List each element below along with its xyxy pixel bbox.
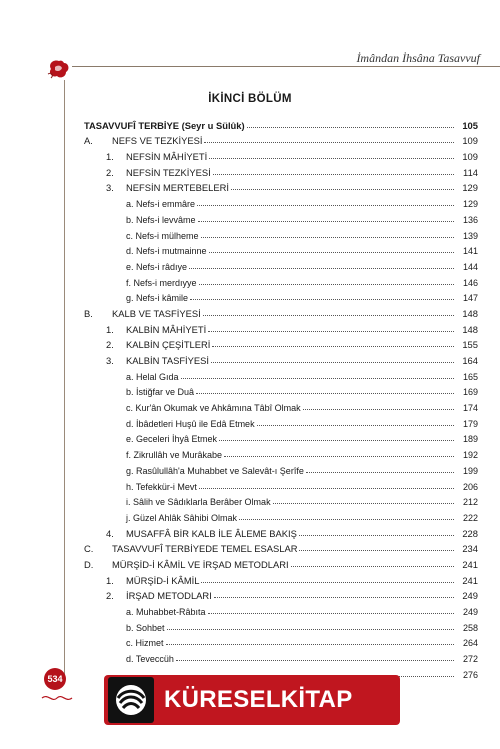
- toc-entry-page: 179: [462, 418, 478, 429]
- toc-leader-dots: [197, 205, 454, 206]
- toc-entry: [84, 256, 478, 272]
- toc-leader-dots: [196, 393, 454, 394]
- toc-entry-label: f. Nefs-i merdıyye: [126, 277, 197, 288]
- floral-ornament-icon: [46, 58, 72, 80]
- toc-leader-dots: [209, 252, 454, 253]
- toc-leader-dots: [189, 268, 454, 269]
- toc-leader-dots: [208, 613, 454, 614]
- toc-entry-page: 109: [462, 151, 478, 163]
- toc-entry-number: 3.: [106, 355, 114, 366]
- toc-entry-page: 147: [462, 293, 478, 304]
- toc-entry-page: 155: [462, 339, 478, 351]
- toc-leader-dots: [190, 299, 454, 300]
- toc-leader-dots: [299, 535, 454, 536]
- toc-leader-dots: [209, 158, 454, 159]
- toc-entry-label: e. Nefs-i râdıye: [126, 261, 188, 272]
- toc-entry-page: 129: [462, 199, 478, 210]
- toc-entry-label: NEFSİN MÂHİYETİ: [126, 151, 208, 163]
- toc-entry-number: 1.: [106, 323, 114, 335]
- toc-entry: [84, 507, 478, 523]
- toc-entry-label: KALBİN ÇEŞİTLERİ: [126, 339, 211, 351]
- toc-entry-label: h. Tefekkür-i Mevt: [126, 481, 197, 492]
- toc-entry: [84, 460, 478, 476]
- toc-entry-label: MÜRŞİD-İ KÂMİL: [126, 574, 200, 586]
- section-title: İKİNCİ BÖLÜM: [208, 93, 292, 105]
- toc-leader-dots: [199, 488, 454, 489]
- toc-entry: [84, 617, 478, 633]
- toc-entry-page: 264: [462, 638, 478, 649]
- toc-entry-page: 212: [462, 497, 478, 508]
- toc-entry-page: 129: [462, 182, 478, 194]
- toc-entry-number: D.: [84, 558, 94, 570]
- toc-entry-number: 1.: [106, 151, 114, 163]
- toc-entry-page: 258: [462, 622, 478, 633]
- toc-entry-label: a. Helal Gıda: [126, 371, 179, 382]
- toc-entry-label: g. Rasûlullâh'a Muhabbet ve Salevât-ı Şerîfe: [126, 465, 304, 476]
- toc-leader-dots: [231, 189, 454, 190]
- toc-entry-label: j. Güzel Ahlâk Sâhibi Olmak: [126, 512, 238, 523]
- toc-entry: [84, 162, 478, 178]
- toc-entry: [84, 397, 478, 413]
- toc-entry: [84, 178, 478, 194]
- toc-entry: [84, 209, 478, 225]
- toc-entry-page: 234: [462, 543, 478, 555]
- toc-entry: [84, 523, 478, 539]
- toc-entry: [84, 272, 478, 288]
- toc-entry-page: 241: [462, 558, 478, 570]
- watermark-brand-text: KÜRESELKİTAP: [164, 686, 353, 713]
- page-number-badge: 534: [44, 668, 66, 690]
- toc-entry-label: f. Zikrullâh ve Murâkabe: [126, 450, 223, 461]
- toc-entry-label: e. Geceleri İhyâ Etmek: [126, 434, 218, 445]
- toc-entry-label: TASAVVUFÎ TERBİYE (Seyr u Sülûk): [84, 119, 245, 131]
- toc-entry-label: a. Muhabbet-Râbıta: [126, 607, 206, 617]
- toc-leader-dots: [203, 315, 454, 316]
- toc-leader-dots: [306, 472, 454, 473]
- toc-entry: [84, 586, 478, 602]
- toc-entry: [84, 601, 478, 617]
- toc-entry-page: 136: [462, 214, 478, 225]
- toc-leader-dots: [291, 566, 454, 567]
- toc-entry-page: 249: [462, 607, 478, 617]
- toc-entry-number: A.: [84, 135, 93, 147]
- toc-entry: [84, 115, 478, 131]
- toc-entry-label: d. İbâdetleri Huşû ile Edâ Etmek: [126, 418, 255, 429]
- toc-leader-dots: [299, 550, 454, 551]
- footer-ornament-icon: [40, 692, 74, 704]
- toc-entry-page: 148: [462, 307, 478, 319]
- toc-entry: [84, 288, 478, 304]
- toc-leader-dots: [257, 425, 454, 426]
- margin-rule: [64, 80, 65, 679]
- toc-entry-label: KALBİN MÂHİYETİ: [126, 323, 207, 335]
- toc-entry: [84, 429, 478, 445]
- toc-entry-label: b. İstiğfar ve Duâ: [126, 387, 195, 398]
- toc-entry-label: İRŞAD METODLARI: [126, 590, 212, 602]
- toc-entry-label: TASAVVUFÎ TERBİYEDE TEMEL ESASLAR: [112, 543, 298, 555]
- kureselkitap-watermark: [104, 675, 400, 725]
- toc-entry: [84, 444, 478, 460]
- toc-entry-label: c. Hizmet: [126, 638, 164, 649]
- toc-leader-dots: [166, 644, 454, 645]
- toc-leader-dots: [199, 284, 454, 285]
- toc-entry-page: 169: [462, 387, 478, 398]
- toc-leader-dots: [201, 237, 454, 238]
- toc-entry: [84, 366, 478, 382]
- toc-entry-page: 249: [462, 590, 478, 602]
- toc-leader-dots: [303, 409, 454, 410]
- toc-entry-page: 272: [462, 654, 478, 665]
- header-rule: [72, 66, 500, 67]
- toc-leader-dots: [247, 127, 454, 128]
- toc-entry: [84, 648, 478, 664]
- toc-entry-page: 109: [462, 135, 478, 147]
- toc-entry-label: c. Nefs-i mülheme: [126, 230, 199, 241]
- toc-leader-dots: [212, 346, 454, 347]
- toc-entry-label: c. Kur'ân Okumak ve Ahkâmına Tâbî Olmak: [126, 403, 301, 414]
- toc-entry-page: 144: [462, 261, 478, 272]
- toc-entry-number: 2.: [106, 339, 114, 351]
- toc-leader-dots: [214, 597, 454, 598]
- toc-leader-dots: [208, 331, 454, 332]
- toc-leader-dots: [167, 629, 454, 630]
- toc-entry: [84, 554, 478, 570]
- toc-entry: [84, 335, 478, 351]
- toc-entry-label: a. Nefs-i emmâre: [126, 199, 196, 210]
- toc-entry-label: KALBİN TASFİYESİ: [126, 355, 210, 366]
- toc-leader-dots: [204, 142, 454, 143]
- toc-leader-dots: [219, 440, 454, 441]
- toc-entry-label: b. Sohbet: [126, 622, 165, 633]
- toc-entry-page: 241: [462, 574, 478, 586]
- toc-entry-page: 199: [462, 465, 478, 476]
- toc-entry-label: KALB VE TASFİYESİ: [112, 307, 201, 319]
- toc-leader-dots: [211, 362, 454, 363]
- toc-entry-number: 2.: [106, 166, 114, 178]
- toc-entry-number: B.: [84, 307, 93, 319]
- toc-entry: [84, 193, 478, 209]
- toc-entry: [84, 350, 478, 366]
- toc-entry-number: C.: [84, 543, 94, 555]
- toc-leader-dots: [181, 378, 454, 379]
- toc-entry-number: 2.: [106, 590, 114, 602]
- toc-entry: [84, 382, 478, 398]
- toc-leader-dots: [273, 503, 454, 504]
- table-of-contents: [84, 115, 478, 680]
- toc-entry: [84, 319, 478, 335]
- toc-leader-dots: [176, 660, 454, 661]
- toc-entry-number: 4.: [106, 527, 114, 539]
- toc-entry-page: 174: [462, 403, 478, 414]
- toc-entry-label: MÜRŞİD-İ KÂMİL VE İRŞAD METODLARI: [112, 558, 289, 570]
- toc-entry-label: d. Teveccüh: [126, 654, 174, 665]
- toc-entry-label: b. Nefs-i levvâme: [126, 214, 196, 225]
- toc-entry-page: 189: [462, 434, 478, 445]
- toc-entry-label: i. Sâlih ve Sâdıklarla Berâber Olmak: [126, 497, 271, 508]
- toc-entry-page: 148: [462, 323, 478, 335]
- toc-entry-label: d. Nefs-i mutmainne: [126, 246, 207, 257]
- toc-entry-page: 228: [462, 527, 478, 539]
- kureselkitap-logo-icon: [108, 677, 154, 723]
- toc-entry-page: 276: [462, 669, 478, 680]
- toc-entry: [84, 225, 478, 241]
- toc-entry: [84, 146, 478, 162]
- toc-entry-page: 146: [462, 277, 478, 288]
- toc-entry-page: 114: [463, 166, 478, 178]
- toc-entry-page: 139: [462, 230, 478, 241]
- toc-entry-page: 192: [462, 450, 478, 461]
- toc-entry: [84, 539, 478, 555]
- toc-entry-label: NEFSİN TEZKİYESİ: [126, 166, 211, 178]
- toc-entry-number: 3.: [106, 182, 114, 194]
- toc-entry: [84, 131, 478, 147]
- toc-entry-label: NEFS VE TEZKİYESİ: [112, 135, 203, 147]
- toc-entry-page: 222: [462, 512, 478, 523]
- toc-entry: [84, 241, 478, 257]
- toc-entry-page: 206: [462, 481, 478, 492]
- toc-entry-label: MUSAFFÂ BİR KALB İLE ÂLEME BAKIŞ: [126, 527, 297, 539]
- toc-entry-page: 105: [462, 119, 478, 131]
- toc-entry: [84, 570, 478, 586]
- toc-entry: [84, 633, 478, 649]
- toc-entry-page: 165: [462, 371, 478, 382]
- toc-leader-dots: [239, 519, 454, 520]
- toc-leader-dots: [224, 456, 454, 457]
- book-running-title: İmândan İhsâna Tasavvuf: [352, 51, 480, 66]
- toc-entry: [84, 492, 478, 508]
- toc-leader-dots: [213, 174, 454, 175]
- toc-entry: [84, 303, 478, 319]
- toc-entry-label: NEFSİN MERTEBELERİ: [126, 182, 229, 194]
- toc-entry-page: 164: [462, 355, 478, 366]
- toc-entry-label: g. Nefs-i kâmile: [126, 293, 189, 304]
- toc-entry-page: 141: [462, 246, 478, 257]
- toc-entry: [84, 476, 478, 492]
- toc-entry-number: 1.: [106, 574, 114, 586]
- toc-leader-dots: [201, 582, 454, 583]
- toc-leader-dots: [198, 221, 454, 222]
- toc-entry: [84, 413, 478, 429]
